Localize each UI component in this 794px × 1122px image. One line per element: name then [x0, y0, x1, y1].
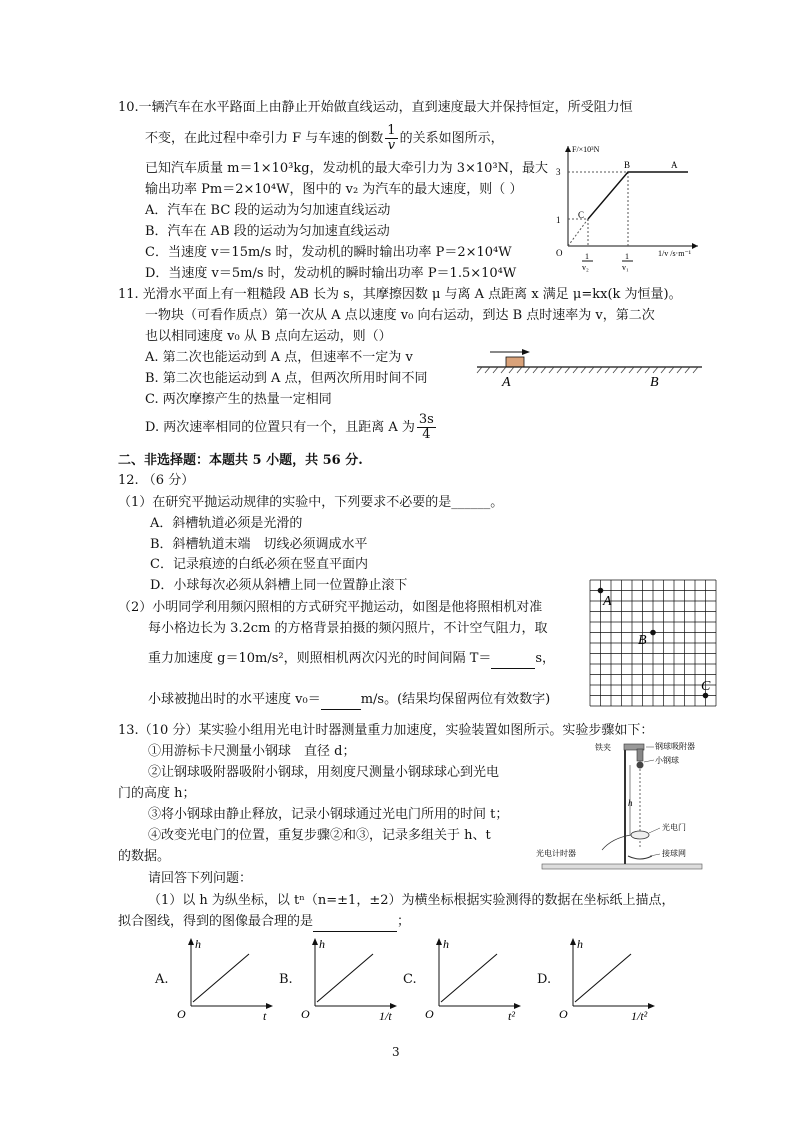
- q12-option-d: D．小球每次必须从斜槽上同一位置静止滚下: [150, 578, 408, 593]
- q10-ylabel: F/×10³N: [572, 145, 600, 154]
- q11-option-c: C. 两次摩擦产生的热量一定相同: [145, 392, 332, 407]
- q13-cable: [602, 835, 631, 850]
- q12-ball-a: [598, 588, 604, 594]
- q13-label-holder: 钢球吸附器: [655, 742, 695, 751]
- q11-fraction: [417, 413, 436, 442]
- q13-d-y: h: [577, 937, 583, 951]
- q12-part2-c2: s，: [535, 651, 556, 666]
- q13-option-a-label[interactable]: A.: [155, 972, 169, 987]
- q10-xv1-den: v₁: [622, 263, 629, 272]
- q11-frac-num: 3s: [418, 412, 434, 427]
- q13-c-y: h: [443, 937, 449, 951]
- q10-y3: 3: [556, 167, 561, 177]
- page-number: 3: [392, 1045, 400, 1059]
- q13-blank-answer[interactable]: [313, 913, 397, 932]
- q11-line1: 11. 光滑水平面上有一粗糙段 AB 长为 s，其摩擦因数 μ 与离 A 点距离 x 满足 μ=kx(k 为恒量)。: [118, 287, 682, 302]
- q13-label-ball: 小钢球: [655, 756, 679, 765]
- q13-holder: [637, 749, 643, 761]
- q12-part2-c1: 重力加速度 g＝10m/s²，则照相机两次闪光的时间间隔 T＝: [148, 651, 492, 666]
- q10-xv1-num: 1: [625, 252, 629, 261]
- q11-option-b: B. 第二次也能运动到 A 点，但两次所用时间不同: [145, 371, 428, 386]
- q10-xv2-num: 1: [585, 252, 589, 261]
- q13-step4a: ④改变光电门的位置，重复步骤②和③，记录多组关于 h、t: [148, 828, 491, 843]
- q13-c-x: t²: [508, 1009, 515, 1022]
- q13-a-o: O: [177, 1007, 186, 1021]
- q13-base: [542, 864, 702, 869]
- q12-blank-t[interactable]: [491, 650, 535, 669]
- q10-y1: 1: [556, 215, 561, 225]
- q12-part1: （1）在研究平抛运动规律的实验中，下列要求不必要的是______。: [118, 495, 504, 510]
- q11-line2: 一物块（可看作质点）第一次从 A 点以速度 v₀ 向右运动，到达 B 点时速率为 v，第二次: [145, 308, 655, 323]
- q13-c-line: [441, 954, 497, 1002]
- q11-frac-den: 4: [422, 427, 431, 442]
- q13-graph-c: [413, 932, 528, 1022]
- q12-label-a: A: [603, 594, 612, 609]
- q12-part2-a: （2）小明同学利用频闪照相的方式研究平抛运动，如图是他将照相机对准: [118, 600, 543, 615]
- q13-step2b: 门的高度 h；: [118, 786, 196, 801]
- q12-label-c: C: [701, 679, 711, 694]
- q12-part2-d: [148, 691, 550, 710]
- q13-step4b: 的数据。: [118, 849, 171, 864]
- q11-label-a: A: [502, 375, 511, 390]
- q12-ball-b: [650, 630, 656, 636]
- q12-part2-d2: m/s。(结果均保留两位有效数字): [360, 692, 551, 707]
- q13-option-d-label[interactable]: D.: [537, 972, 552, 987]
- q10-graph: [548, 138, 708, 276]
- q11-line3: 也以相同速度 v₀ 从 B 点向左运动，则（）: [145, 329, 392, 344]
- q13-d-x: 1/t²: [631, 1009, 648, 1022]
- q12-label-b: B: [638, 633, 647, 648]
- q13-step1: ①用游标卡尺测量小钢球 直径 d；: [148, 744, 356, 759]
- q10-fraction: [385, 124, 397, 153]
- q13-graph-a: [165, 932, 280, 1022]
- q11-label-b: B: [650, 375, 659, 390]
- q12-option-b: B．斜槽轨道末端 切线必须调成水平: [150, 537, 368, 552]
- q11-option-d: [145, 413, 438, 442]
- q10-point-c: C: [578, 210, 585, 220]
- q10-y-arrow: [565, 146, 571, 152]
- q13-b-o: O: [301, 1007, 310, 1021]
- q10-line2: [145, 124, 504, 153]
- q13-photogate: [631, 831, 649, 839]
- q13-label-gate: 光电门: [662, 823, 686, 832]
- q13-part1a: （1）以 h 为纵坐标，以 tⁿ（n=±1，±2）为横坐标根据实验测得的数据在坐标纸上描点，: [148, 893, 675, 908]
- q12-option-c: C．记录痕迹的白纸必须在竖直平面内: [150, 557, 368, 572]
- q13-a-y: h: [195, 937, 201, 951]
- q13-c-o: O: [425, 1007, 434, 1021]
- q13-option-c-label[interactable]: C.: [403, 972, 417, 987]
- q13-b-x: 1/t: [379, 1009, 392, 1022]
- q13-h-label: h: [628, 798, 633, 808]
- q13-label-net: 接球网: [662, 849, 686, 858]
- q11-hatching: [477, 367, 698, 373]
- q13-label-clamp: 铁夹: [595, 743, 611, 752]
- q10-dash-origin: [568, 219, 588, 246]
- q11-option-a: A. 第二次也能运动到 A 点，但速率不一定为 v: [145, 350, 413, 365]
- q11-option-d-text: D. 两次速率相同的位置只有一个，且距离 A 为: [145, 420, 415, 435]
- q10-point-a: A: [671, 160, 678, 170]
- q10-xlabel: 1/v /s·m⁻¹: [658, 249, 692, 258]
- q10-option-b: B．汽车在 AB 段的运动为匀加速直线运动: [145, 224, 390, 239]
- q11-figure: [472, 344, 707, 390]
- q10-line4: 输出功率 Pm＝2×10⁴W，图中的 v₂ 为汽车的最大速度，则（ ）: [145, 182, 523, 197]
- q12-grid-figure: [588, 578, 718, 708]
- q13-b-y: h: [319, 937, 325, 951]
- q13-d-o: O: [559, 1007, 568, 1021]
- section-2-heading: 二、非选择题：本题共 5 小题，共 56 分.: [118, 453, 363, 468]
- q12-title: 12. （6 分）: [118, 473, 195, 488]
- q13-ask: 请回答下列问题：: [148, 871, 253, 886]
- q10-option-a: A．汽车在 BC 段的运动为匀加速直线运动: [145, 203, 391, 218]
- q13-ball: [637, 762, 644, 769]
- q13-a-line: [193, 954, 249, 1002]
- q13-part1c: ；: [397, 914, 411, 929]
- q13-graph-b: [289, 932, 404, 1022]
- q12-part2-b: 每小格边长为 3.2cm 的方格背景拍摄的频闪照片，不计空气阻力，取: [148, 621, 548, 636]
- q13-d-line: [575, 954, 631, 1002]
- q10-option-d: D．当速度 v＝5m/s 时，发动机的瞬时输出功率 P＝1.5×10⁴W: [145, 266, 517, 281]
- q11-arrowhead: [522, 349, 530, 355]
- q10-frac-den: v: [387, 138, 396, 153]
- q10-point-b: B: [624, 160, 631, 170]
- q13-label-timer: 光电计时器: [536, 849, 576, 858]
- q12-part2-d1: 小球被抛出时的水平速度 v₀＝: [148, 692, 321, 707]
- q12-part2-c: [148, 650, 555, 669]
- q10-line3: 已知汽车质量 m＝1×10³kg，发动机的最大牵引力为 3×10³N，最大: [145, 161, 549, 176]
- q13-graph-d: [547, 932, 662, 1022]
- q13-a-x: t: [263, 1009, 267, 1022]
- q11-block: [506, 357, 524, 367]
- q12-option-a: A．斜槽轨道必须是光滑的: [150, 516, 303, 531]
- q13-step2a: ②让钢球吸附器吸附小钢球，用刻度尺测量小钢球球心到光电: [148, 765, 500, 780]
- q10-curve: [588, 172, 688, 219]
- q13-option-b-label[interactable]: B.: [279, 972, 293, 987]
- q13-line1: 13.（10 分）某实验小组用光电计时器测量重力加速度，实验装置如图所示。实验步骤如下：: [118, 723, 654, 738]
- q10-x-arrow: [692, 243, 698, 249]
- q10-line2a: 不变，在此过程中牵引力 F 与车速的倒数: [145, 131, 384, 146]
- q10-frac-num: 1: [387, 123, 396, 138]
- q13-part1b: [118, 913, 410, 932]
- q13-b-line: [317, 954, 373, 1002]
- q13-step3: ③将小钢球由静止释放，记录小钢球通过光电门所用的时间 t；: [148, 807, 509, 822]
- q13-net: [628, 856, 652, 859]
- q12-blank-v0[interactable]: [321, 691, 361, 710]
- q13-part1b-text: 拟合图线，得到的图像最合理的是: [118, 914, 314, 929]
- q10-line1: 10.一辆汽车在水平路面上由静止开始做直线运动，直到速度最大并保持恒定，所受阻力恒: [118, 100, 633, 115]
- q10-xv2-den: v₂: [582, 263, 589, 272]
- q10-origin: O: [556, 248, 563, 258]
- q10-option-c: C．当速度 v＝15m/s 时，发动机的瞬时输出功率 P＝2×10⁴W: [145, 245, 512, 260]
- q10-line2b: 的关系如图所示，: [399, 131, 504, 146]
- q13-options: [155, 932, 765, 1022]
- q13-apparatus: [532, 738, 712, 874]
